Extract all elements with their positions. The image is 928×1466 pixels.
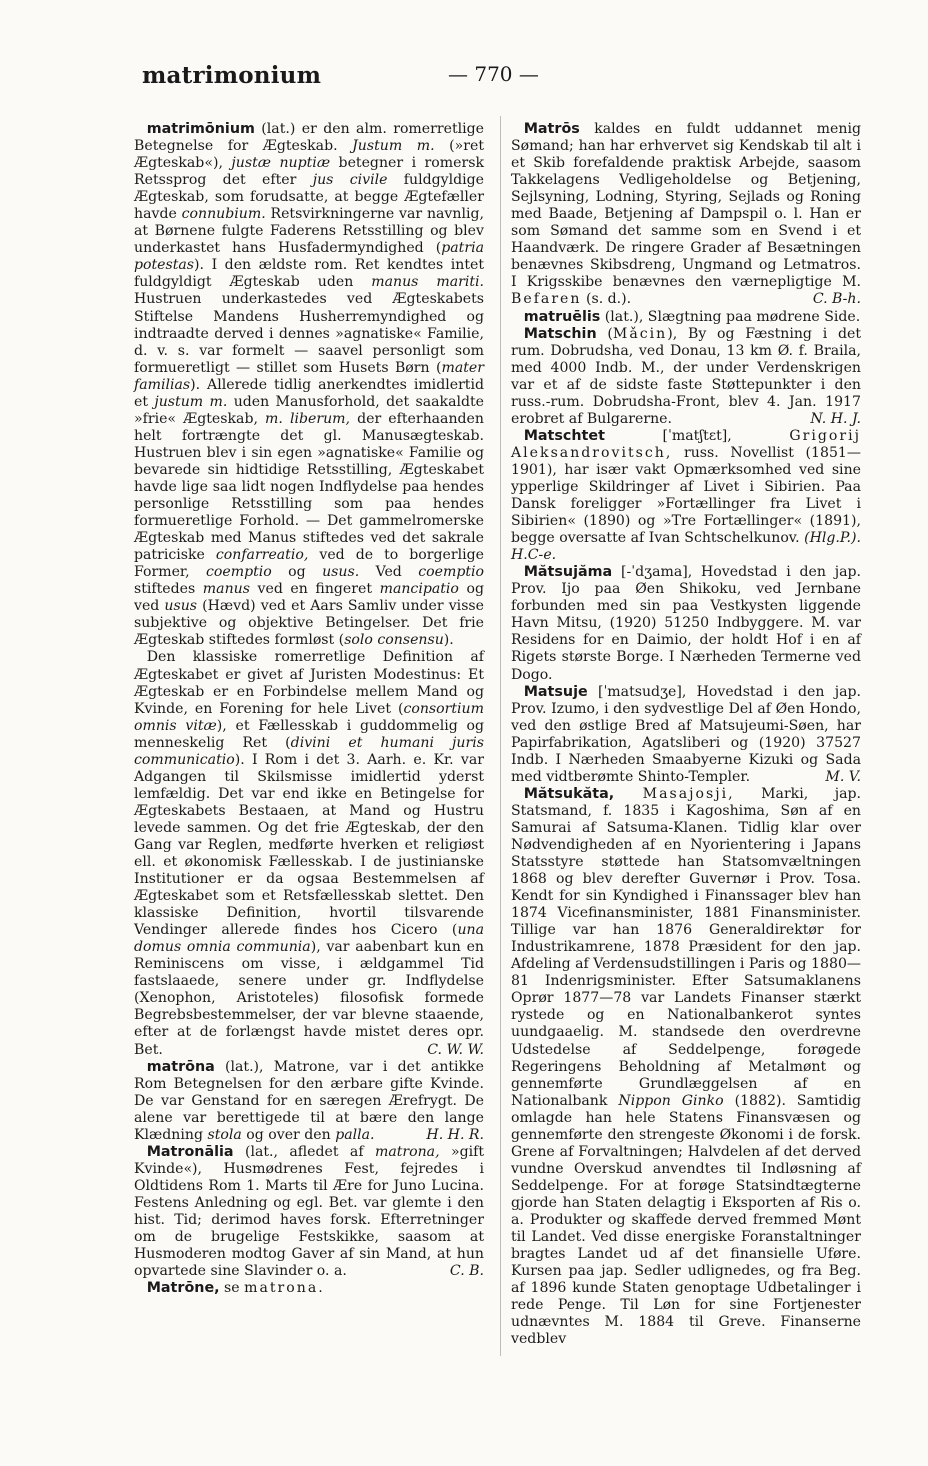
entry-text: (lat.), Slægtning paa mødrene Side. — [600, 308, 861, 325]
author-signature: C. B-h. — [812, 291, 861, 308]
entry-matsujama — [511, 564, 861, 683]
entry-matros — [511, 121, 861, 309]
right-column — [511, 121, 861, 1348]
author-signature: C. B. — [449, 1263, 484, 1280]
entry-text: (»ret Ægteskab«), — [134, 138, 485, 172]
cross-reference[interactable]: Befaren — [511, 291, 582, 308]
entry-text: Hustruen underkastedes ved Ægteskabets Stiftelse Mandens Husherremyndighed og indtraadte derved i dennes »agnatiske« Familie, d. v. s. var formelt — saavel personligt som formueretligt — stillet som Husets Børn ( — [134, 291, 484, 376]
entry-text: (Hævd) ved et Aars Samliv under visse subjektive og objektive Betingelser. Det frie Ægteskab stiftedes formløst ( — [134, 598, 484, 649]
author-signature: C. W. W. — [427, 1041, 484, 1058]
entry-text: ), var aabenbart kun en Reminiscens om visse, i ældgammel Tid fastslaaede, senere under gr. Indflydelse (Xenophon, Aristoteles) filosofisk formede Begrebsbestemmelser, der var blevne staaende, efter at de forlængst havde mistet deres opr. Bet. — [134, 939, 484, 1058]
entry-matrone — [134, 1280, 484, 1297]
entry-text: og over den — [241, 1126, 336, 1143]
latin-term: stola — [207, 1126, 242, 1143]
entry-text: ). I Rom i det 3. Aarh. e. Kr. var Adgangen til Skilsmisse imidlertid yderst lemfældig. Det var end ikke en Betingelse for Ægteskabets Bestaaen, at Mand og Hustru levede sammen. Og det frie Ægteskab, der den Gang var Reglen, medførte hverken et religiøst ell. et økonomisk Fællesskab. I de justinianske Institutioner er da ogsaa Bestemmelsen af Ægteskabet som et Retsfællesskab slettet. Den klassiske Definition, hvortil tilsvarende Vendinger allerede findes hos Cicero ( — [134, 751, 484, 939]
latin-term: mater familias — [134, 359, 484, 393]
entry-matsuje — [511, 684, 861, 786]
entry-matsukata — [511, 786, 861, 1349]
author-signature: (Hlg.P.). H.C-e. — [511, 530, 861, 564]
entry-text: [ˈmatʃtɛt], — [604, 427, 790, 444]
entry-text: (lat., afledet af — [233, 1143, 375, 1160]
entry-text: ved de to borgerlige Former, — [134, 547, 485, 581]
entry-matrimonium — [134, 121, 484, 649]
latin-term: confarreatio, — [215, 547, 309, 564]
spaced-name: Grigorij Aleksandrovitsch, — [511, 427, 861, 461]
latin-term: Justum m. — [352, 138, 435, 155]
entry-text: ). I den ældste rom. Ret kendtes intet fuldgyldigt Ægteskab uden — [134, 257, 484, 291]
latin-term: coemptio — [418, 564, 484, 581]
entry-text: betegner i romersk Retssprog det efter — [134, 155, 484, 189]
author-signature: M. V. — [825, 768, 861, 785]
latin-term: m. liberum, — [265, 410, 350, 427]
latin-term: justæ nuptiæ — [231, 155, 331, 172]
latin-term: palla. — [335, 1126, 375, 1143]
entry-text: [-ˈdʒama], Hovedstad i den jap. Prov. Ijo paa Øen Shikoku, ved Jernbane forbunden med sin paa Vestkysten liggende Havn Mitsu, (1920) 51250 Indbyggere. M. var Residens for en Daimio, der holdt Hof i en af Rigets største Borge. I Nærheden Termerne ved Dogo. — [511, 564, 861, 683]
headword: Matrōs — [523, 121, 580, 137]
entry-text: (1882). Samtidig omlagde han hele Statens Finansvæsen og gennemførte den strengeste Økonomi i de forsk. Grene af Forvaltningen; Halvdelen af det derved vundne Overskud anvendtes til Indløsning af Seddelpenge. For at forøge Statsindtægterne gjorde han Staten delagtig i Eksporten af Ris o. a. Produkter og skaffede derved fremmed Mønt til Landet. Ved disse energiske Foranstaltninger bragtes Landet ud af det finansielle Uføre. Kursen paa jap. Sedler udlignedes, og fra Beg. af 1896 kunde Staten genoptage Udbetalinger i rede Penge. Til Løn for sine Fortjenester udnævntes M. 1884 til Greve. Finanserne vedblev — [511, 1092, 862, 1348]
headword: Matschin — [523, 325, 597, 342]
latin-term: usus. — [322, 564, 360, 581]
entry-matronalia — [134, 1144, 484, 1280]
latin-term: solo consensu — [344, 632, 444, 649]
latin-term: matrona, — [374, 1143, 440, 1160]
entry-text: Retsvirkningerne var navnlig, at Børnene fulgte Faderens Retsstilling og blev underkastet hans Husfadermyndighed ( — [134, 206, 484, 257]
bank-name: Nippon Ginko — [618, 1092, 724, 1109]
entry-text: og — [271, 564, 323, 581]
entry-text: og ved — [134, 581, 484, 615]
entry-text: ved en fingeret — [249, 581, 380, 598]
entry-matrimonium-paragraph-2 — [134, 649, 484, 1058]
left-column — [134, 121, 484, 1297]
entry-text: kaldes en fuldt uddannet menig Sømand; han har erhvervet sig Kendskab til alt i et Skib forefaldende praktisk Arbejde, saasom Takkelagens Vedligeholdelse og Betjening, Sejlsyning, Lodning, Styring, Sejlads og Roning med Baade, Betjening af Dampspil o. l. Han er som Sømand det samme som en Svend i et Haandværk. De ringere Grader af Besætningen benævnes Skibsdreng, Ungmand og Letmatros. I Krigsskibe benævnes den værnepligtige M. — [511, 121, 861, 291]
entry-text: se — [219, 1280, 245, 1297]
entry-text: »gift Kvinde«), Husmødrenes Fest, fejredes i Oldtidens Rom 1. Marts til Ære for Juno Lucina. Festens Anledning og egl. Bet. var glemte i den hist. Tid; derimod haves forsk. Efterretninger om de brugelige Festskikke, saasom at Husmoderen modtog Gaver af sin Mand, at hun opvartede sine Slavinder o. a. — [134, 1143, 485, 1280]
author-signature: H. H. R. — [426, 1126, 484, 1143]
headword: matrimōnium — [146, 121, 255, 137]
headword: Mătsukăta, — [523, 785, 615, 802]
latin-term: manus — [202, 581, 250, 598]
entry-text: russ. Novellist (1851—1901), har især vakt Opmærksomhed ved sine ypperlige Skildringer af Livet i Sibirien. Paa Dansk foreligger »Fortællinger fra Livet i Sibirien« (1890) og »Tre Fortællinger« (1891), begge oversatte af Ivan Schtschelkunov. — [511, 444, 861, 547]
headword: Mătsujăma — [523, 564, 613, 581]
cross-reference[interactable]: matrona. — [244, 1280, 325, 1297]
running-headword: matrimonium — [142, 62, 322, 89]
latin-term: justum m. — [154, 393, 228, 410]
latin-term: mancipatio — [379, 581, 459, 598]
entry-text: ). — [443, 632, 454, 649]
entry-matschtet — [511, 428, 861, 564]
latin-term: una domus omnia communia — [134, 922, 484, 956]
page-number: — 770 — — [448, 62, 539, 86]
entry-text: ), By og Fæstning i det rum. Dobrudsha, ved Donau, 13 km Ø. f. Braila, med 4000 Indb. M., der under Verdenskrigen var et af de sidste faste Støttepunkter i den russ.-rum. Dobrudsha-Front, blev 4. Jan. 1917 erobret af Bulgarerne. — [511, 325, 861, 427]
entry-text: (s. d.). — [581, 291, 632, 308]
entry-text: ), et Fællesskab i guddommelig og menneskelig Ret ( — [134, 717, 484, 751]
entry-text: uden Manusforhold, det saakaldte »frie« Ægteskab, — [134, 393, 485, 427]
entry-text: stiftedes — [134, 581, 203, 598]
entry-text: Den klassiske romerretlige Definition af Ægteskabet er givet af Juristen Modestinus: Et Ægteskab er en Forbindelse mellem Mand og Kvinde, en Forening for hele Livet ( — [134, 649, 484, 717]
latin-term: usus — [164, 598, 198, 615]
latin-term: coemptio — [206, 564, 272, 581]
spaced-name: Mǎcin — [612, 325, 668, 342]
headword: matrōna — [146, 1058, 215, 1075]
latin-term: connubium. — [181, 206, 266, 223]
entry-text: Marki, jap. Statsmand, f. 1835 i Kagoshima, Søn af en Samurai af Satsuma-Klanen. Tidlig klar over Nødvendigheden af en Nyorientering i Japans Statsstyre støttede han Statsomvæltningen 1868 og blev derefter Guvernør i Prov. Tosa. Kendt for sin Kyndighed i Finanssager blev han 1874 Vicefinansminister, 1881 Finansminister. Tillige var han 1876 Generaldirektør for Industrikamrene, 1878 Præsident for den jap. Afdeling af Verdensudstillingen i Paris og 1880—81 Indenrigsminister. Efter Satsumaklanens Oprør 1877—78 var Landets Finanser stærkt rystede og en Nationalbankerot syntes uundgaaelig. M. standsede den overdrevne Udstedelse af Seddelpenge, forøgede Regeringens Beholdning af Metalmønt og gennemførte Grundlæggelsen af en Nationalbank — [511, 785, 862, 1109]
entry-matrona — [134, 1059, 484, 1144]
entry-text: der efterhaanden helt fortrængte det gl. Manusægteskab. Hustruen blev i sin egen »agnatiske« Familie og bevarede sin hidtidige Retsstilling, Ægteskabet havde lige saa lidt nogen Indflydelse paa hendes personlige Retsstilling som paa hendes formueretlige Forhold. — Det gammelromerske Ægteskab med Manus stiftedes ved det sakrale patriciske — [134, 410, 484, 564]
latin-term: jus civile — [312, 172, 388, 189]
entry-text: fuldgyldige Ægteskab, som forudsatte, at begge Ægtefæller havde — [134, 172, 484, 223]
headword: Matschtet — [523, 427, 605, 444]
headword: Matrōne, — [146, 1280, 220, 1297]
column-divider — [500, 116, 501, 1356]
latin-term: consortium omnis vitæ — [134, 700, 484, 734]
entry-text: [ˈmatsudʒe], Hovedstad i den jap. Prov. Izumo, i den sydvestlige Del af Øen Hondo, ved den østlige Bred af Matsujeumi-Søen, har Papirfabrikation, Agatsliberi og (1920) 37527 Indb. I Nærheden Smaabyerne Kizuki og Sada med vidtberømte Shinto-Templer. — [511, 683, 861, 785]
page-header — [0, 62, 928, 96]
entry-matruelis — [511, 309, 861, 326]
entry-text: ). Allerede tidlig anerkendtes imidlertid et — [134, 376, 484, 410]
headword: Matsuje — [523, 683, 588, 700]
entry-text: (lat.), Matrone, var i det antikke Rom Betegnelsen for den ærbare gifte Kvinde. De var Genstand for en særegen Ærefrygt. De alene var berettigede til at bære den lange Klædning — [134, 1058, 484, 1143]
entry-text: ( — [596, 325, 613, 342]
spaced-name: Masajosji, — [614, 785, 735, 802]
entry-matschin — [511, 326, 861, 428]
entry-text: Ved — [359, 564, 419, 581]
entry-text: (lat.) er den alm. romerretlige Betegnelse for Ægteskab. — [134, 121, 484, 155]
author-signature: N. H. J. — [810, 410, 861, 427]
headword: matruēlis — [523, 308, 601, 325]
latin-term: divini et humani juris communicatio — [134, 734, 484, 768]
latin-term: patria potestas — [134, 240, 484, 274]
latin-term: manus mariti. — [371, 274, 484, 291]
headword: Matronālia — [146, 1143, 234, 1160]
